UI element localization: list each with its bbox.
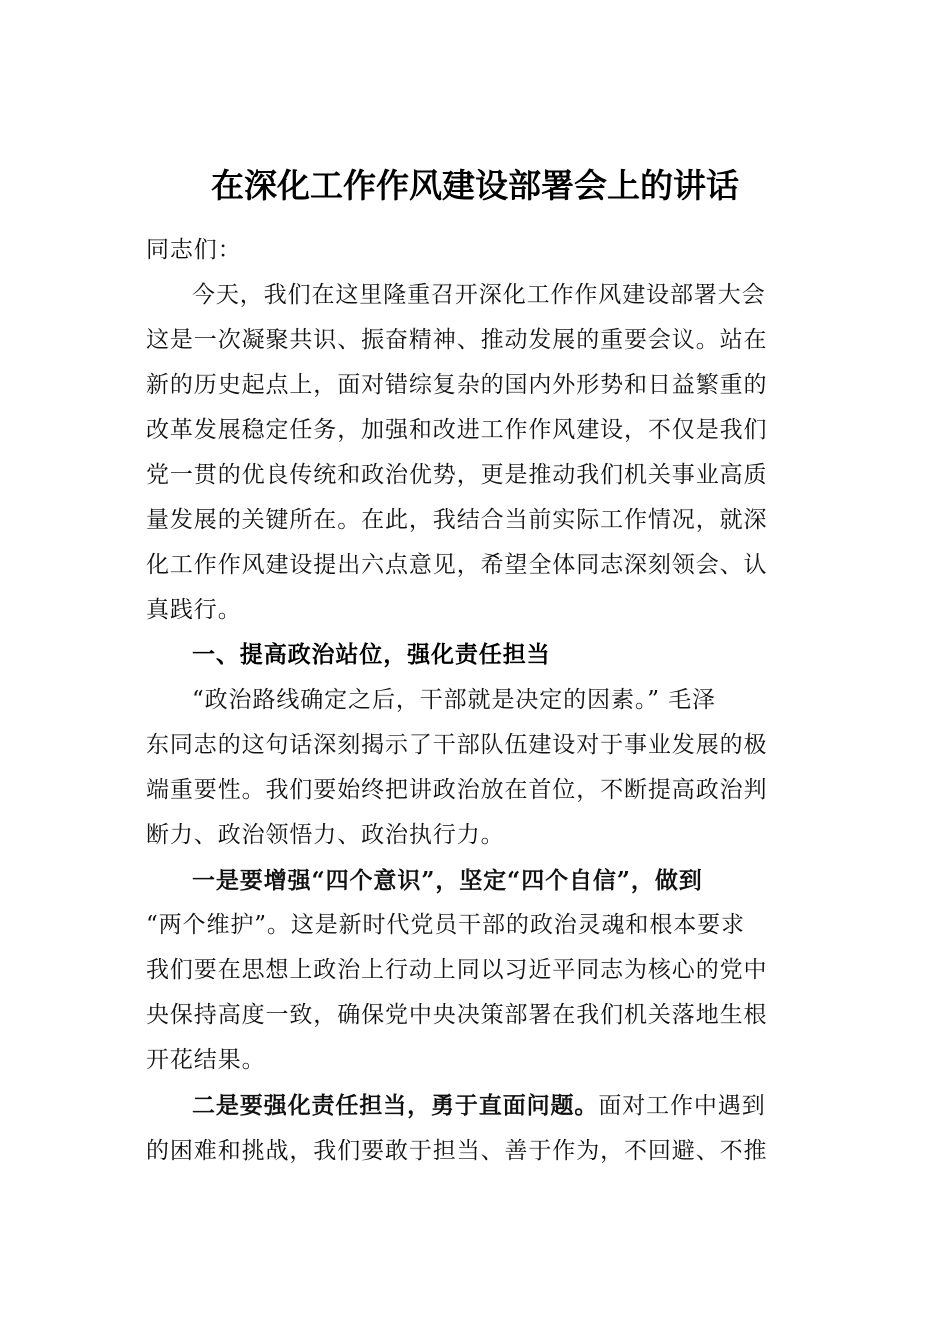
point-1-paragraph (146, 858, 808, 1083)
point-1-lead: 一是要增强“四个意识”，坚定“四个自信”，做到 (192, 867, 703, 894)
text-line: 今天，我们在这里隆重召开深化工作作风建设部署大会 (192, 282, 766, 308)
document-title: 在深化工作作风建设部署会上的讲话 (211, 166, 739, 205)
text-line: 央保持高度一致，确保党中央决策部署在我们机关落地生根 (146, 1002, 768, 1028)
text-line: 端重要性。我们要始终把讲政治放在首位，不断提高政治判 (146, 777, 768, 803)
section-1-heading: 一、提高政治站位，强化责任担当 (192, 642, 551, 668)
document-body (146, 228, 808, 1174)
point-2-lead: 二是要强化责任担当，勇于直面问题。 (192, 1092, 599, 1119)
greeting-line: 同志们： (146, 237, 242, 263)
text-line: “政治路线确定之后，干部就是决定的因素。” 毛泽 (192, 687, 716, 713)
text-line: 改革发展稳定任务，加强和改进工作作风建设，不仅是我们 (146, 417, 768, 443)
section-heading (146, 633, 808, 678)
intro-paragraph (146, 273, 808, 633)
text-line: 党一贯的优良传统和政治优势，更是推动我们机关事业高质 (146, 462, 768, 488)
text-line: 化工作作风建设提出六点意见，希望全体同志深刻领会、认 (146, 552, 768, 578)
text-line: 开花结果。 (146, 1047, 266, 1073)
text-line: 东同志的这句话深刻揭示了干部队伍建设对于事业发展的极 (146, 732, 768, 758)
text-line: 我们要在思想上政治上行动上同以习近平同志为核心的党中 (146, 957, 768, 983)
text-line: 这是一次凝聚共识、振奋精神、推动发展的重要会议。站在 (146, 327, 768, 353)
text-line: 量发展的关键所在。在此，我结合当前实际工作情况，就深 (146, 507, 768, 533)
greeting (146, 228, 808, 273)
point-2-lead-rest: 面对工作中遇到 (598, 1093, 766, 1119)
text-line: 真践行。 (146, 597, 242, 623)
point-2-first-line (146, 1083, 808, 1129)
text-line: 新的历史起点上，面对错综复杂的国内外形势和日益繁重的 (146, 372, 768, 398)
text-line: 的困难和挑战，我们要敢于担当、善于作为，不回避、不推 (146, 1138, 768, 1164)
text-line: “两个维护”。这是新时代党员干部的政治灵魂和根本要求 (146, 912, 745, 938)
point-2-paragraph (146, 1083, 808, 1174)
text-line: 断力、政治领悟力、政治执行力。 (146, 822, 505, 848)
section-1-paragraph (146, 678, 808, 858)
